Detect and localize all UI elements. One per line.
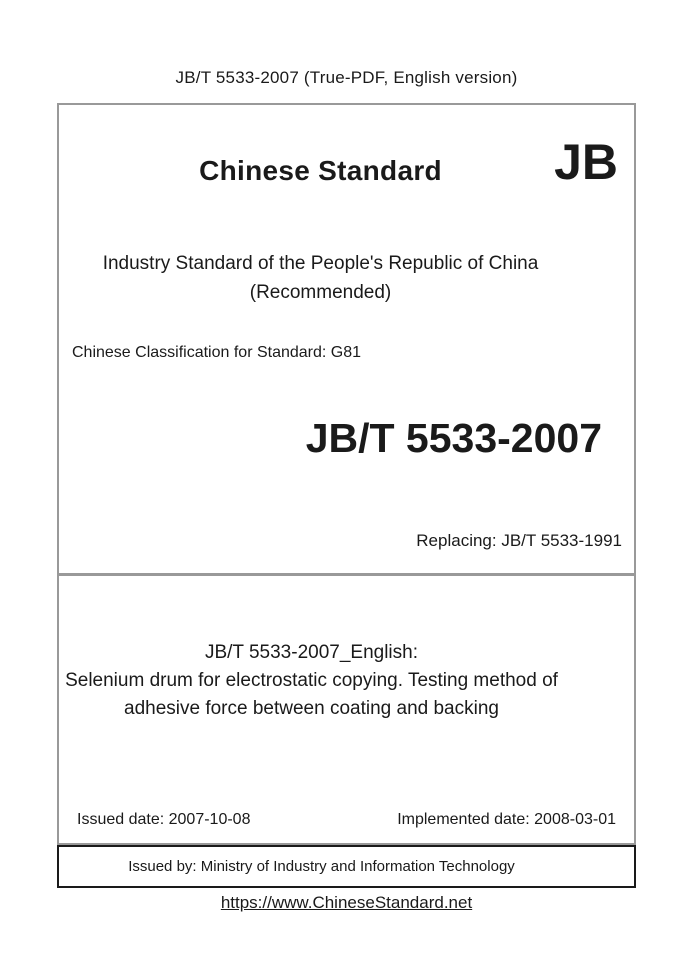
brand-title: Chinese Standard xyxy=(199,155,442,186)
footer-link[interactable]: https://www.ChineseStandard.net xyxy=(220,893,473,912)
standard-cover-box xyxy=(57,103,636,845)
classification-line: Chinese Classification for Standard: G81 xyxy=(72,344,362,361)
standard-number: JB/T 5533-2007 xyxy=(305,415,602,461)
english-title-line-1: JB/T 5533-2007_English: xyxy=(204,642,419,663)
issuer-box xyxy=(57,845,636,888)
recommended-line: (Recommended) xyxy=(249,282,392,303)
english-title-line-3: adhesive force between coating and backing xyxy=(124,698,499,719)
issued-by-text: Issued by: Ministry of Industry and Information Technology xyxy=(128,858,515,875)
dates-row xyxy=(77,811,616,829)
jb-logo: JB xyxy=(554,134,618,190)
page-header-title: JB/T 5533-2007 (True-PDF, English version) xyxy=(175,68,518,87)
english-title-block xyxy=(59,639,564,723)
cover-bottom-section xyxy=(59,576,634,843)
issued-date: Issued date: 2007-10-08 xyxy=(77,811,251,828)
cover-top-section xyxy=(59,105,634,576)
implemented-date: Implemented date: 2008-03-01 xyxy=(397,811,616,828)
english-title-line-2: Selenium drum for electrostatic copying. Testing method of xyxy=(65,670,558,691)
industry-standard-line: Industry Standard of the People's Republic of China xyxy=(102,253,539,274)
replacing-note: Replacing: JB/T 5533-1991 xyxy=(416,531,622,550)
